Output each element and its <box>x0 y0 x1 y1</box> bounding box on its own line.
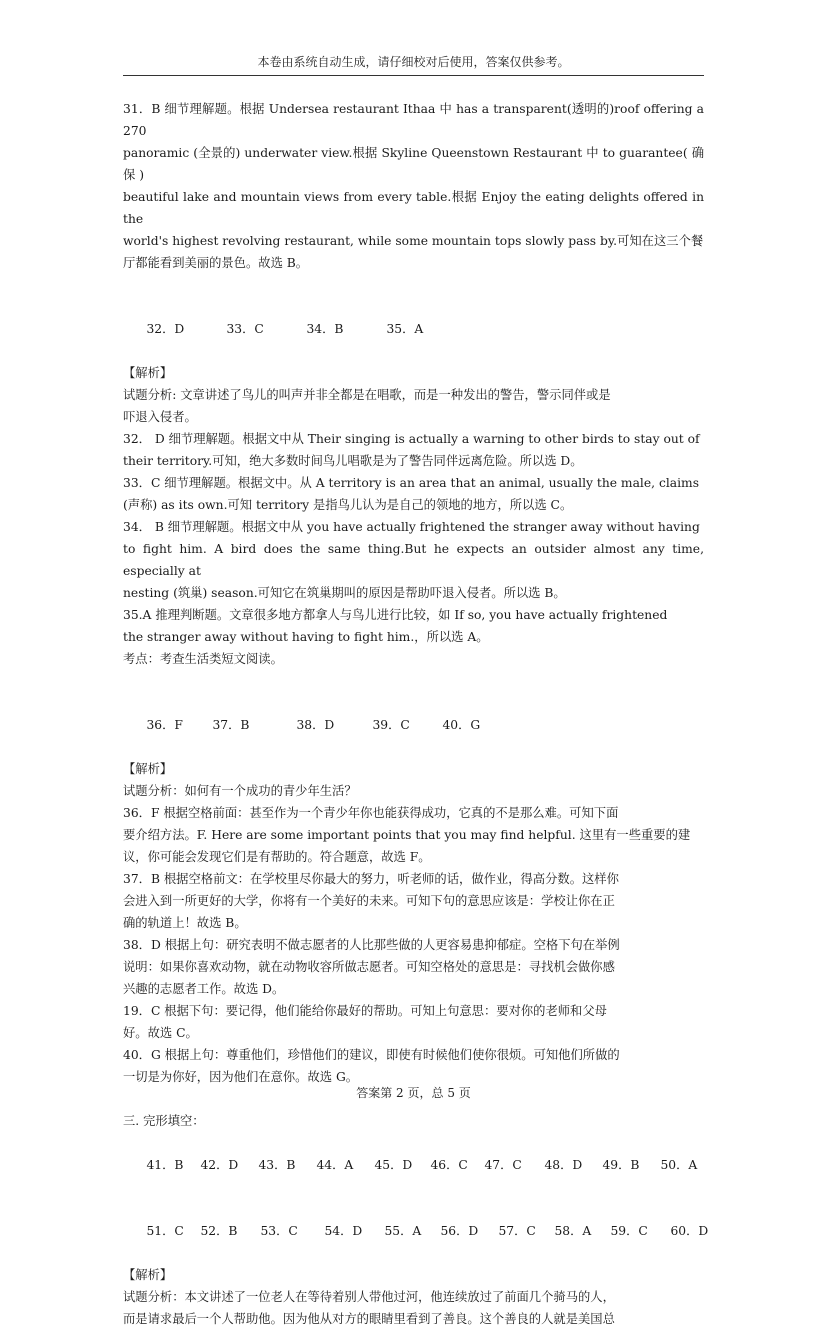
section-title: 三. 完形填空： <box>123 1114 205 1128</box>
page-footer: 答案第 2 页，总 5 页 <box>356 1086 471 1100</box>
text-line: beautiful lake and mountain views from every table.根据 Enjoy the eating delights offered in the <box>123 190 704 226</box>
text-line: nesting (筑巢) season.可知它在筑巢期叫的原因是帮助吓退入侵者。所以选 B。 <box>123 586 566 600</box>
section-36-40 <box>123 692 704 1088</box>
text-line: 36．F 根据空格前面：甚至作为一个青少年你也能获得成功，它真的不是那么难。可知下面 <box>123 806 619 820</box>
answer-item: 39．C <box>372 718 410 732</box>
section-31 <box>123 98 704 274</box>
answer-item: 46．C <box>430 1158 468 1172</box>
answer-item: 43．B <box>258 1158 296 1172</box>
text-line: 要介绍方法。F. Here are some important points that you may find helpful. 这里有一些重要的建 <box>123 828 691 842</box>
answer-item: 59．C <box>610 1224 648 1238</box>
answer-item: 56．D <box>440 1224 479 1238</box>
answer-content <box>123 98 709 1330</box>
text-line: 35.A 推理判断题。文章很多地方都拿人与鸟儿进行比较，如 If so, you have actually frightened <box>123 608 668 622</box>
text-line: 试题分析：本文讲述了一位老人在等待着别人带他过河，他连续放过了前面几个骑马的人， <box>123 1290 615 1304</box>
spacer <box>123 274 704 296</box>
answer-item: 45．D <box>374 1158 413 1172</box>
answer-item: 55．A <box>384 1224 422 1238</box>
answer-item: 58．A <box>554 1224 592 1238</box>
answer-item: 37．B <box>212 718 250 732</box>
analysis-label: 【解析】 <box>123 366 173 380</box>
page-header: 本卷由系统自动生成，请仔细校对后使用，答案仅供参考。 <box>257 55 570 69</box>
answer-row <box>123 1198 709 1264</box>
text-line: 厅都能看到美丽的景色。故选 B。 <box>123 256 309 270</box>
text-line: panoramic (全景的) underwater view.根据 Skyline Queenstown Restaurant 中 to guarantee( 确保 ) <box>123 146 704 182</box>
answer-item: 35．A <box>386 322 424 336</box>
text-line: 而是请求最后一个人帮助他。因为他从对方的眼睛里看到了善良。这个善良的人就是美国总 <box>123 1312 615 1326</box>
text-line: 考点：考查生活类短文阅读。 <box>123 652 283 666</box>
text-line: 一切是为你好，因为他们在意你。故选 G。 <box>123 1070 359 1084</box>
answer-item: 54．D <box>324 1224 363 1238</box>
text-line: 试题分析: 文章讲述了鸟儿的叫声并非全都是在唱歌，而是一种发出的警告，警示同伴或是 <box>123 388 611 402</box>
answer-item: 52．B <box>200 1224 238 1238</box>
answer-item: 53．C <box>260 1224 298 1238</box>
text-line: 32． D 细节理解题。根据文中从 Their singing is actually a warning to other birds to stay out of <box>123 432 700 446</box>
section-cloze <box>123 1110 709 1330</box>
answer-item: 51．C <box>146 1224 184 1238</box>
answer-item: 48．D <box>544 1158 583 1172</box>
text-line: 38．D 根据上句：研究表明不做志愿者的人比那些做的人更容易患抑郁症。空格下句在举例 <box>123 938 620 952</box>
analysis-label: 【解析】 <box>123 762 173 776</box>
text-line: to fight him. A bird does the same thing.But he expects an outsider almost any time, especially at <box>123 542 704 578</box>
text-line: 37．B 根据空格前文：在学校里尽你最大的努力，听老师的话，做作业，得高分数。这样你 <box>123 872 619 886</box>
text-line: 说明：如果你喜欢动物，就在动物收容所做志愿者。可知空格处的意思是：寻找机会做你感 <box>123 960 615 974</box>
answer-item: 33．C <box>226 322 264 336</box>
answer-row <box>123 1132 704 1198</box>
text-line: 兴趣的志愿者工作。故选 D。 <box>123 982 285 996</box>
text-line: the stranger away without having to fight him.，所以选 A。 <box>123 630 489 644</box>
text-line: 吓退入侵者。 <box>123 410 197 424</box>
text-line: 试题分析：如何有一个成功的青少年生活？ <box>123 784 357 798</box>
answer-row <box>123 296 704 362</box>
answer-item: 32．D <box>146 322 185 336</box>
answer-item: 42．D <box>200 1158 239 1172</box>
text-line: 确的轨道上！故选 B。 <box>123 916 247 930</box>
section-32-35 <box>123 296 704 670</box>
header-rule <box>123 75 704 76</box>
answer-item: 50．A <box>660 1158 698 1172</box>
text-line: 31．B 细节理解题。根据 Undersea restaurant Ithaa 中 has a transparent(透明的)roof offering a 270 <box>123 102 704 138</box>
text-line: (声称) as its own.可知 territory 是指鸟儿认为是自己的领地的地方，所以选 C。 <box>123 498 573 512</box>
answer-item: 49．B <box>602 1158 640 1172</box>
answer-item: 38．D <box>296 718 335 732</box>
text-line: 好。故选 C。 <box>123 1026 198 1040</box>
answer-row <box>123 692 704 758</box>
answer-item: 34．B <box>306 322 344 336</box>
text-line: 19．C 根据下句：要记得，他们能给你最好的帮助。可知上句意思：要对你的老师和父母 <box>123 1004 607 1018</box>
answer-item: 40．G <box>442 718 481 732</box>
spacer <box>123 670 704 692</box>
text-line: 会进入到一所更好的大学，你将有一个美好的未来。可知下句的意思应该是：学校让你在正 <box>123 894 615 908</box>
text-line: 40．G 根据上句：尊重他们，珍惜他们的建议，即使有时候他们使你很烦。可知他们所做的 <box>123 1048 620 1062</box>
answer-item: 57．C <box>498 1224 536 1238</box>
answer-item: 60．D <box>670 1224 709 1238</box>
text-line: world's highest revolving restaurant, while some mountain tops slowly pass by.可知在这三个餐 <box>123 234 704 248</box>
answer-item: 36．F <box>146 718 183 732</box>
text-line: 议，你可能会发现它们是有帮助的。符合题意，故选 F。 <box>123 850 431 864</box>
answer-item: 41．B <box>146 1158 184 1172</box>
text-line: 34． B 细节理解题。根据文中从 you have actually frightened the stranger away without having <box>123 520 700 534</box>
answer-item: 47．C <box>484 1158 522 1172</box>
answer-item: 44．A <box>316 1158 354 1172</box>
text-line: their territory.可知，绝大多数时间鸟儿唱歌是为了警告同伴远离危险。所以选 D。 <box>123 454 583 468</box>
analysis-label: 【解析】 <box>123 1268 173 1282</box>
text-line: 33．C 细节理解题。根据文中。从 A territory is an area that an animal, usually the male, claims <box>123 476 700 490</box>
